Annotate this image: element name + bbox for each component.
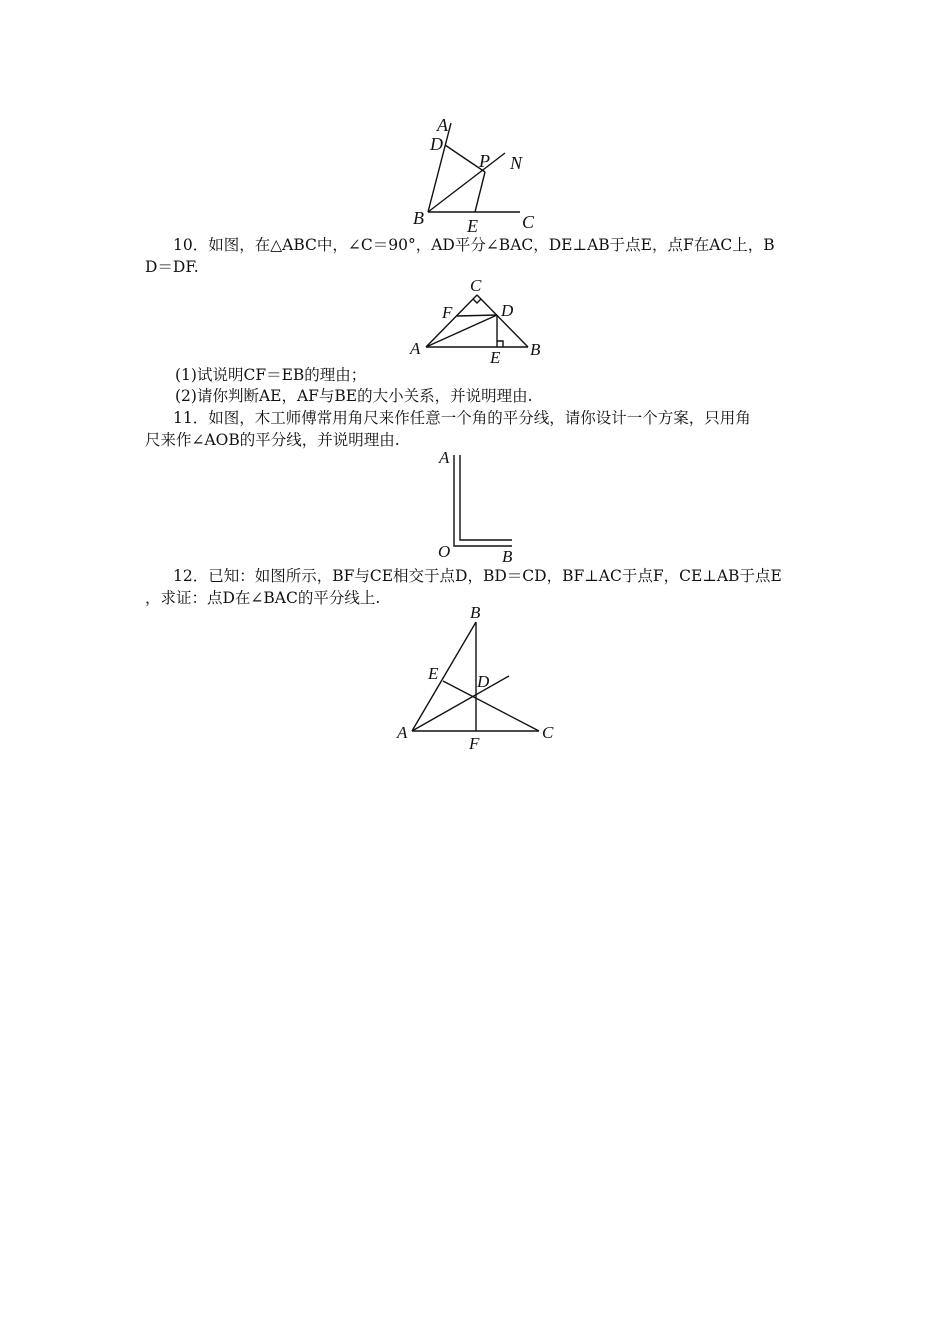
label-c: C — [470, 276, 482, 295]
label-b: B — [413, 208, 424, 228]
q10-sub-1: (1)试说明CF＝EB的理由； — [175, 366, 367, 384]
label-b: B — [470, 603, 481, 622]
label-e: E — [490, 348, 501, 367]
label-a: A — [397, 723, 408, 742]
label-c: C — [542, 723, 554, 742]
q11-line-2: 尺来作∠AOB的平分线，并说明理由. — [145, 431, 400, 449]
label-d: D — [477, 672, 490, 691]
q11-line-1: 11．如图，木工师傅常用角尺来作任意一个角的平分线，请你设计一个方案，只用角 — [173, 409, 751, 427]
label-d: D — [430, 134, 443, 154]
q12-line-2: ，求证：点D在∠BAC的平分线上. — [145, 589, 381, 607]
label-e: E — [467, 216, 478, 236]
label-b: B — [502, 547, 513, 566]
label-f: F — [442, 303, 453, 322]
label-n: N — [510, 153, 523, 173]
ray-ad — [412, 676, 509, 731]
label-a: A — [437, 115, 448, 135]
label-b: B — [530, 340, 541, 359]
label-f: F — [469, 734, 480, 753]
q10-line-1: 10．如图，在△ABC中，∠C＝90°，AD平分∠BAC，DE⊥AB于点E，点F在AC上，B — [173, 236, 775, 254]
label-a: A — [410, 339, 421, 358]
label-d: D — [501, 301, 514, 320]
q10-line-2: D＝DF. — [145, 258, 199, 276]
q10-sub-2: (2)请你判断AE，AF与BE的大小关系，并说明理由. — [175, 387, 533, 405]
side-ab — [412, 622, 476, 731]
label-c: C — [522, 212, 535, 232]
label-o: O — [438, 542, 451, 561]
label-a: A — [439, 448, 450, 467]
label-p: P — [479, 151, 490, 171]
label-e: E — [428, 664, 439, 683]
q12-line-1: 12．已知：如图所示，BF与CE相交于点D，BD＝CD，BF⊥AC于点F，CE⊥AB于点E — [173, 567, 782, 585]
